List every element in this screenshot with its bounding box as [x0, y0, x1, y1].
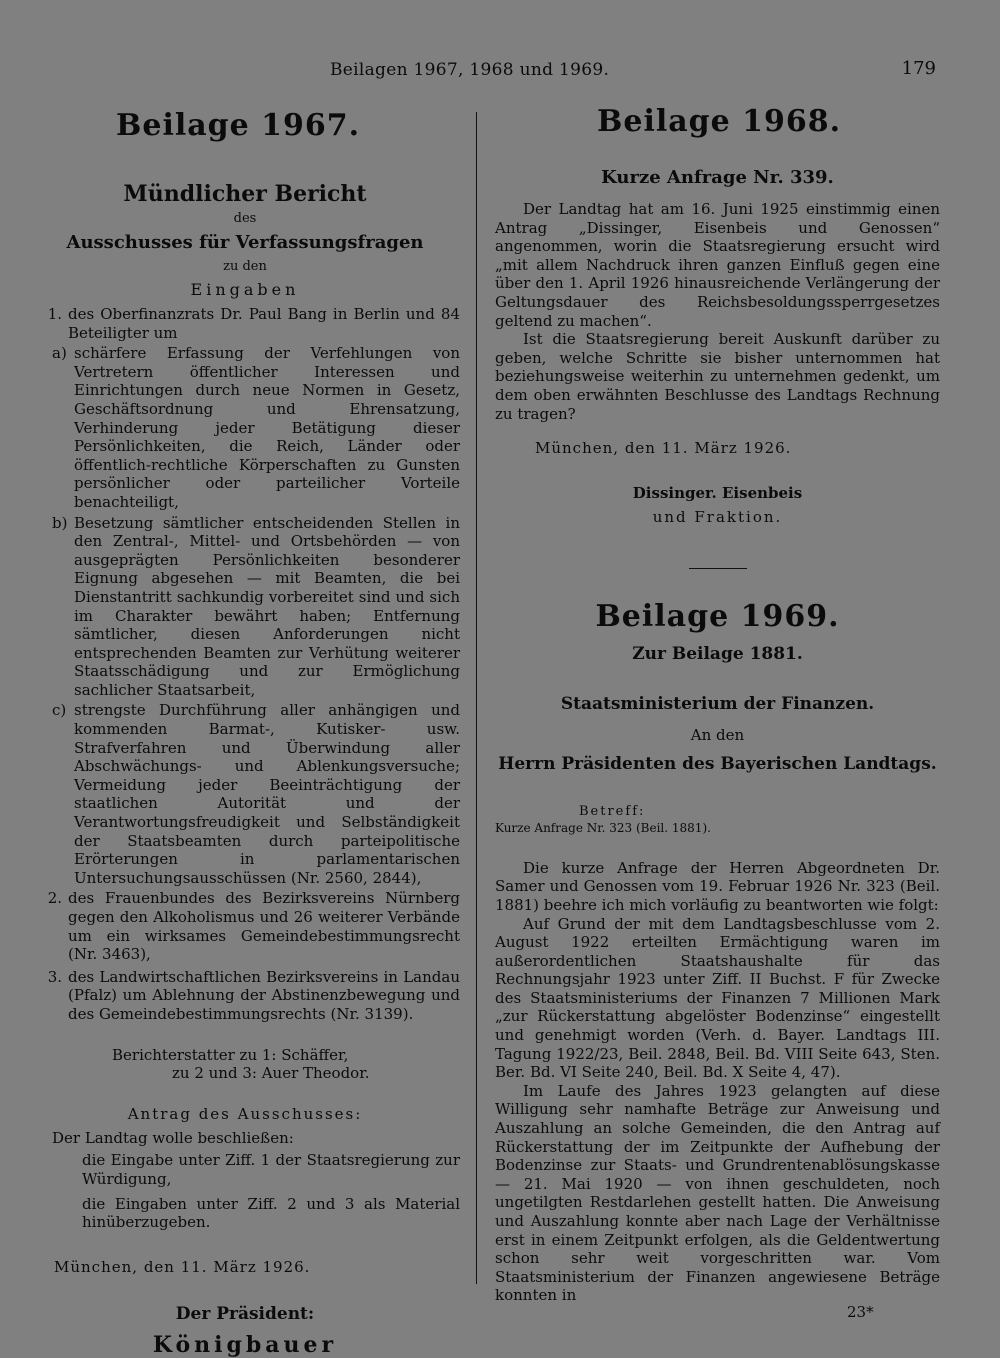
paragraph: Im Laufe des Jahres 1923 gelangten auf diese Willigung sehr namhafte Beträge zur Anweisung und Auszahlung an solche Gemeinden, die den Antrag auf Rückerstattung der im Zeitpunkte der Aufhebung der Bodenzinse zur Staats- und Grundrentenablösungskasse — 21. Mai 1920 — von ihnen geschuldeten, noch ungetilgten Restdarlehen gestellt hatten. Die Anweisung und Auszahlung konnte aber nach Lage der Verhältnisse erst in einem Zeitpunkt erfolgen, als die Geldentwertung schon sehr weit vorgeschritten war. Vom Staatsministerium der Finanzen angewiesene Beträge konnten in: [495, 1081, 940, 1305]
addressee: Herrn Präsidenten des Bayerischen Landtags.: [498, 753, 937, 774]
item-text: des Frauenbundes des Bezirksvereins Nürnberg gegen den Alkoholismus und 26 weiterer Verbände um ein wirksames Gemeindebestimmungsrecht (Nr. 3463),: [68, 889, 460, 964]
beilage-1969-title: Beilage 1969.: [595, 598, 840, 634]
anfrage-title: Kurze Anfrage Nr. 339.: [601, 167, 834, 188]
reporter-line-1: Berichterstatter zu 1: Schäffer,: [112, 1045, 349, 1064]
left-column: [30, 100, 460, 1358]
date-line: München, den 11. März 1926.: [54, 1257, 311, 1276]
date-line: München, den 11. März 1926.: [535, 439, 792, 458]
sub-item: [52, 344, 460, 511]
right-column: [495, 100, 940, 1320]
item-number: 1.: [47, 305, 62, 323]
section-rule: [689, 568, 747, 569]
sub-item-text: schärfere Erfassung der Verfehlungen von Vertretern öffentlicher Interessen und Einrichtungen durch neue Normen in Gesetz, Geschäftsordnung und Ehrensatzung, Verhinderung jeder Betätigung dieser Persönlichkeiten, die Reich, Länder oder öffentlich-rechtliche Körperschaften zu Gunsten persönlicher oder parteilicher Vorteile benachteiligt,: [74, 344, 460, 511]
antrag-intro: Der Landtag wolle beschließen:: [52, 1128, 294, 1147]
sub-item-mark: c): [52, 701, 67, 720]
item-number: 2.: [47, 889, 62, 908]
running-title: Beilagen 1967, 1968 und 1969.: [330, 60, 610, 80]
signature-mark: 23*: [847, 1302, 874, 1321]
list-item: [30, 889, 460, 963]
paragraph: Auf Grund der mit dem Landtagsbeschlusse vom 2. August 1922 erteilten Ermächtigung waren im außerordentlichen Staatshaushalte für das Rechnungsjahr 1923 unter Ziff. II Buchst. F für Zwecke des Staatsministeriums der Finanzen 7 Millionen Mark „zur Rückerstattung abgelöster Bodenzinse“ eingestellt und genehmigt worden (Verh. d. Bayer. Landtags III. Tagung 1922/23, Beil. 2848, Beil. Bd. VIII Seite 643, Sten. Ber. Bd. VI Seite 240, Beil. Bd. X Seite 4, 47).: [495, 914, 940, 1082]
item-number: 3.: [47, 967, 62, 986]
sub-item-mark: b): [52, 513, 68, 532]
sub-item-mark: a): [52, 344, 67, 363]
an-den-label: An den: [690, 725, 745, 744]
sub-item: [52, 701, 460, 887]
reporter-line-2: zu 2 und 3: Auer Theodor.: [172, 1064, 370, 1083]
item-text: des Landwirtschaftlichen Bezirksvereins in Landau (Pfalz) um Ablehnung der Abstinenzbewegung und des Gemeindebestimmungsrechts (Nr. 3139).: [68, 967, 460, 1023]
zu-den-label: zu den: [223, 259, 267, 274]
beilage-1967-title: Beilage 1967.: [116, 108, 361, 143]
item-text: des Oberfinanzrats Dr. Paul Bang in Berlin und 84 Beteiligter um: [68, 305, 460, 342]
column-divider: [476, 112, 477, 1284]
paragraph: Die kurze Anfrage der Herren Abgeordneten Dr. Samer und Genossen vom 19. Februar 1926 Nr. 323 (Beil. 1881) beehre ich mich vorläufig zu beantworten wie folgt:: [495, 858, 940, 914]
list-item: [30, 968, 460, 1024]
antrag-heading: Antrag des Ausschusses:: [127, 1104, 363, 1123]
antrag-line-2: die Eingaben unter Ziff. 2 und 3 als Material hinüberzugeben.: [82, 1194, 460, 1232]
page-number: 179: [901, 58, 936, 79]
des-label: des: [233, 211, 257, 226]
betreff-label: Betreff:: [579, 803, 646, 819]
betreff-text: Kurze Anfrage Nr. 323 (Beil. 1881).: [495, 820, 711, 835]
paragraph: Ist die Staatsregierung bereit Auskunft darüber zu geben, welche Schritte sie bisher unternommen hat beziehungsweise weiterhin zu unternehmen gedenkt, um dem oben erwähnten Beschlusse des Landtags Rechnung zu tragen?: [495, 330, 940, 423]
sub-item-text: strengste Durchführung aller anhängigen und kommenden Barmat-, Kutisker- usw. Strafverfahren und Überwindung aller Abschwächungs- und Ablenkungsversuche; Vermeidung jeder Beeinträchtigung der staatlichen Autorität und der Verantwortungsfreudigkeit und Selbständigkeit der Staatsbeamten durch parteipolitische Erörterungen in parlamentarischen Untersuchungsausschüssen (Nr. 2560, 2844),: [74, 701, 460, 887]
sub-item-text: Besetzung sämtlicher entscheidenden Stellen in den Zentral-, Mittel- und Ortsbehörden — von ausgeprägten Persönlichkeiten besonderer Eignung abgesehen — mit Beamten, die bei Dienstantritt sachkundig vorbereitet sind und sich im Charakter bewährt haben; Entfernung sämtlicher, diesen Anforderungen nicht entsprechenden Beamten zur Verhütung weiterer Staatsschädigung und zur Ermöglichung sachlicher Staatsarbeit,: [74, 513, 460, 699]
signers: Dissinger. Eisenbeis: [632, 483, 803, 502]
committee-name: Ausschusses für Verfassungsfragen: [66, 232, 424, 253]
eingaben-heading: Eingaben: [190, 280, 300, 299]
report-title: Mündlicher Bericht: [123, 181, 367, 207]
ministry-name: Staatsministerium der Finanzen.: [560, 693, 875, 714]
paragraph: Der Landtag hat am 16. Juni 1925 einstimmig einen Antrag „Dissinger, Eisenbeis und Genossen“ angenommen, worin die Staatsregierung ersucht wird „mit allem Nachdruck ihren ganzen Einfluß gegen eine über den 1. April 1926 hinausreichende Verlängerung der Geltungsdauer des Reichsbesoldungssperrgesetzes geltend zu machen“.: [495, 200, 940, 330]
fraktion: und Fraktion.: [652, 507, 783, 526]
running-header: [0, 58, 1000, 86]
beilage-1968-title: Beilage 1968.: [597, 104, 842, 139]
list-item: [30, 305, 460, 342]
president-name: Königbauer: [152, 1332, 338, 1358]
zur-beilage: Zur Beilage 1881.: [632, 643, 803, 664]
sub-item: [52, 514, 460, 700]
antrag-line-1: die Eingabe unter Ziff. 1 der Staatsregierung zur Würdigung,: [82, 1151, 460, 1188]
president-title: Der Präsident:: [175, 1304, 315, 1325]
